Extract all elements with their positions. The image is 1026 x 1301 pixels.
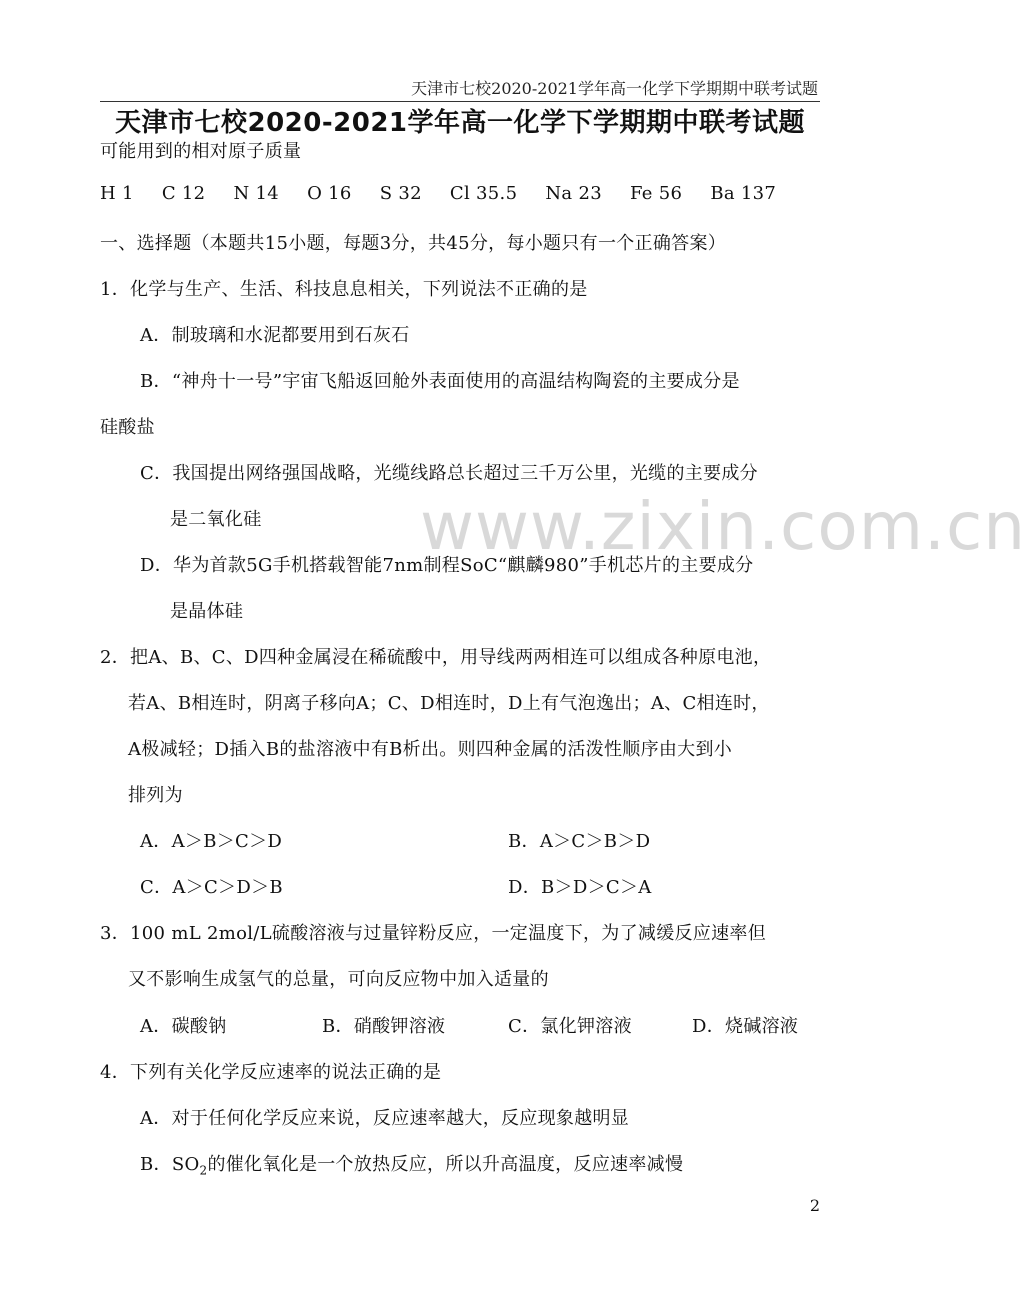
q4-option-b [140,1150,683,1178]
q4-stem: 4．下列有关化学反应速率的说法正确的是 [100,1062,442,1083]
mass-o: O 16 [307,183,352,204]
page-number: 2 [809,1196,820,1215]
q4-option-b-text: 的催化氧化是一个放热反应，所以升高温度，反应速率减慢 [207,1154,684,1175]
q2-stem-line1: 2．把A、B、C、D四种金属浸在稀硫酸中，用导线两两相连可以组成各种原电池， [100,647,772,668]
q1-stem: 1．化学与生产、生活、科技息息相关，下列说法不正确的是 [100,279,588,300]
q3-stem-line1: 3．100 mL 2mol/L硫酸溶液与过量锌粉反应，一定温度下，为了减缓反应速率但 [100,923,767,944]
q2-option-c: C．A＞C＞D＞B [140,877,283,898]
mass-h: H 1 [100,183,134,204]
q1-option-a: A．制玻璃和水泥都要用到石灰石 [140,325,410,346]
q4-option-b-prefix: B．SO [140,1154,200,1175]
masses-label: 可能用到的相对原子质量 [100,141,302,162]
q2-stem-line4: 排列为 [128,785,183,806]
running-header: 天津市七校2020-2021学年高一化学下学期期中联考试题 [411,79,818,98]
mass-fe: Fe 56 [630,183,683,204]
q1-option-d-cont: 是晶体硅 [170,601,244,622]
mass-ba: Ba 137 [710,183,777,204]
q1-option-c: C．我国提出网络强国战略，光缆线路总长超过三千万公里，光缆的主要成分 [140,463,758,484]
q2-stem-line2: 若A、B相连时，阴离子移向A；C、D相连时，D上有气泡逸出；A、C相连时， [128,693,770,714]
mass-s: S 32 [379,183,422,204]
q2-stem-line3: A极减轻；D插入B的盐溶液中有B析出。则四种金属的活泼性顺序由大到小 [128,739,733,760]
q3-option-b: B．硝酸钾溶液 [322,1016,446,1037]
q1-option-d: D．华为首款5G手机搭载智能7nm制程SoC“麒麟980”手机芯片的主要成分 [140,555,754,576]
q1-option-c-cont: 是二氧化硅 [170,509,262,530]
mass-na: Na 23 [545,183,602,204]
q3-option-c: C．氯化钾溶液 [508,1016,632,1037]
q3-option-d: D．烧碱溶液 [692,1016,799,1037]
watermark: www.zixin.com.cn [420,488,1026,565]
q3-stem-line2: 又不影响生成氢气的总量，可向反应物中加入适量的 [128,969,549,990]
q1-option-b-cont: 硅酸盐 [100,417,155,438]
mass-n: N 14 [233,183,280,204]
q1-option-b: B．“神舟十一号”宇宙飞船返回舱外表面使用的高温结构陶瓷的主要成分是 [140,371,740,392]
q2-option-b: B．A＞C＞B＞D [508,831,651,852]
mass-c: C 12 [161,183,206,204]
q3-option-a: A．碳酸钠 [140,1016,227,1037]
q4-option-b-subscript: 2 [199,1163,208,1178]
section-heading: 一、选择题（本题共15小题，每题3分，共45分，每小题只有一个正确答案） [100,233,727,254]
mass-cl: Cl 35.5 [449,183,518,204]
q4-option-a: A．对于任何化学反应来说，反应速率越大，反应现象越明显 [140,1108,630,1129]
q2-option-a: A．A＞B＞C＞D [140,831,283,852]
page-title: 天津市七校2020-2021学年高一化学下学期期中联考试题 [114,108,806,138]
q2-option-d: D．B＞D＞C＞A [508,877,652,898]
atomic-masses [100,183,798,204]
